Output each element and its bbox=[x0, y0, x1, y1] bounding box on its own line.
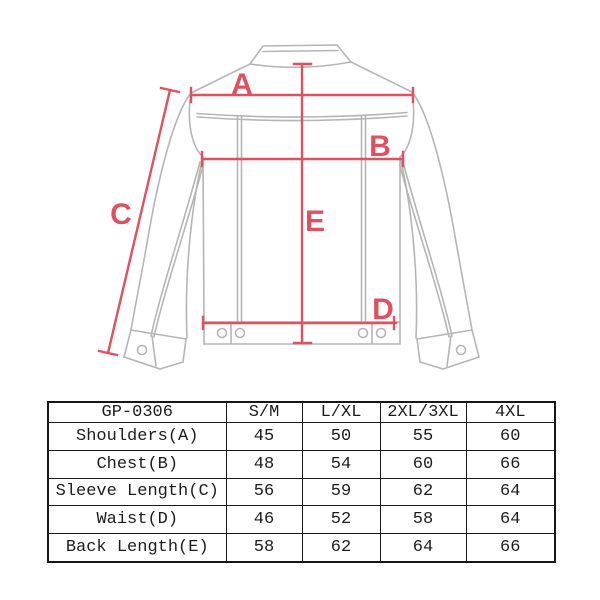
table-row bbox=[48, 534, 555, 563]
size-value-cell: 62 bbox=[380, 478, 466, 506]
measurement-label-d: D bbox=[372, 293, 394, 326]
measurement-label-cell: Sleeve Length(C) bbox=[48, 478, 226, 506]
measurement-label-c: C bbox=[110, 198, 132, 231]
left-cuff-button bbox=[138, 346, 147, 355]
table-row bbox=[48, 423, 555, 451]
model-code-cell: GP-0306 bbox=[48, 402, 226, 423]
measurement-label-cell: Back Length(E) bbox=[48, 534, 226, 563]
size-value-cell: 46 bbox=[226, 506, 302, 534]
measurement-line-back-length-e bbox=[294, 64, 311, 343]
size-column-header: 2XL/3XL bbox=[380, 402, 466, 423]
size-value-cell: 56 bbox=[226, 478, 302, 506]
size-value-cell: 58 bbox=[380, 506, 466, 534]
table-row bbox=[48, 506, 555, 534]
measurement-line-waist-d bbox=[203, 317, 396, 329]
size-value-cell: 52 bbox=[302, 506, 380, 534]
size-value-cell: 60 bbox=[466, 423, 555, 451]
size-value-cell: 55 bbox=[380, 423, 466, 451]
measurement-label-cell: Shoulders(A) bbox=[48, 423, 226, 451]
size-value-cell: 66 bbox=[466, 534, 555, 563]
right-sleeve bbox=[400, 92, 473, 338]
size-column-header: 4XL bbox=[466, 402, 555, 423]
right-cuff-button bbox=[457, 346, 466, 355]
waistband-button bbox=[359, 329, 368, 338]
size-chart-table bbox=[47, 401, 556, 563]
size-value-cell: 62 bbox=[302, 534, 380, 563]
size-value-cell: 50 bbox=[302, 423, 380, 451]
table-row bbox=[48, 450, 555, 478]
measurement-labels bbox=[110, 68, 394, 326]
measurement-label-a: A bbox=[231, 68, 253, 101]
measurement-label-b: B bbox=[369, 130, 391, 163]
size-value-cell: 64 bbox=[380, 534, 466, 563]
size-value-cell: 54 bbox=[302, 450, 380, 478]
measurement-label-cell: Waist(D) bbox=[48, 506, 226, 534]
table-row bbox=[48, 478, 555, 506]
size-column-header: S/M bbox=[226, 402, 302, 423]
measurement-label-cell: Chest(B) bbox=[48, 450, 226, 478]
size-value-cell: 45 bbox=[226, 423, 302, 451]
left-sleeve bbox=[131, 93, 204, 338]
table-header-row bbox=[48, 402, 555, 423]
size-value-cell: 60 bbox=[380, 450, 466, 478]
size-value-cell: 66 bbox=[466, 450, 555, 478]
size-value-cell: 64 bbox=[466, 478, 555, 506]
waistband-button bbox=[236, 329, 245, 338]
waistband-button bbox=[377, 329, 386, 338]
size-value-cell: 48 bbox=[226, 450, 302, 478]
size-value-cell: 58 bbox=[226, 534, 302, 563]
size-column-header: L/XL bbox=[302, 402, 380, 423]
size-value-cell: 64 bbox=[466, 506, 555, 534]
waistband-button bbox=[218, 329, 227, 338]
size-value-cell: 59 bbox=[302, 478, 380, 506]
measurement-label-e: E bbox=[304, 205, 326, 238]
